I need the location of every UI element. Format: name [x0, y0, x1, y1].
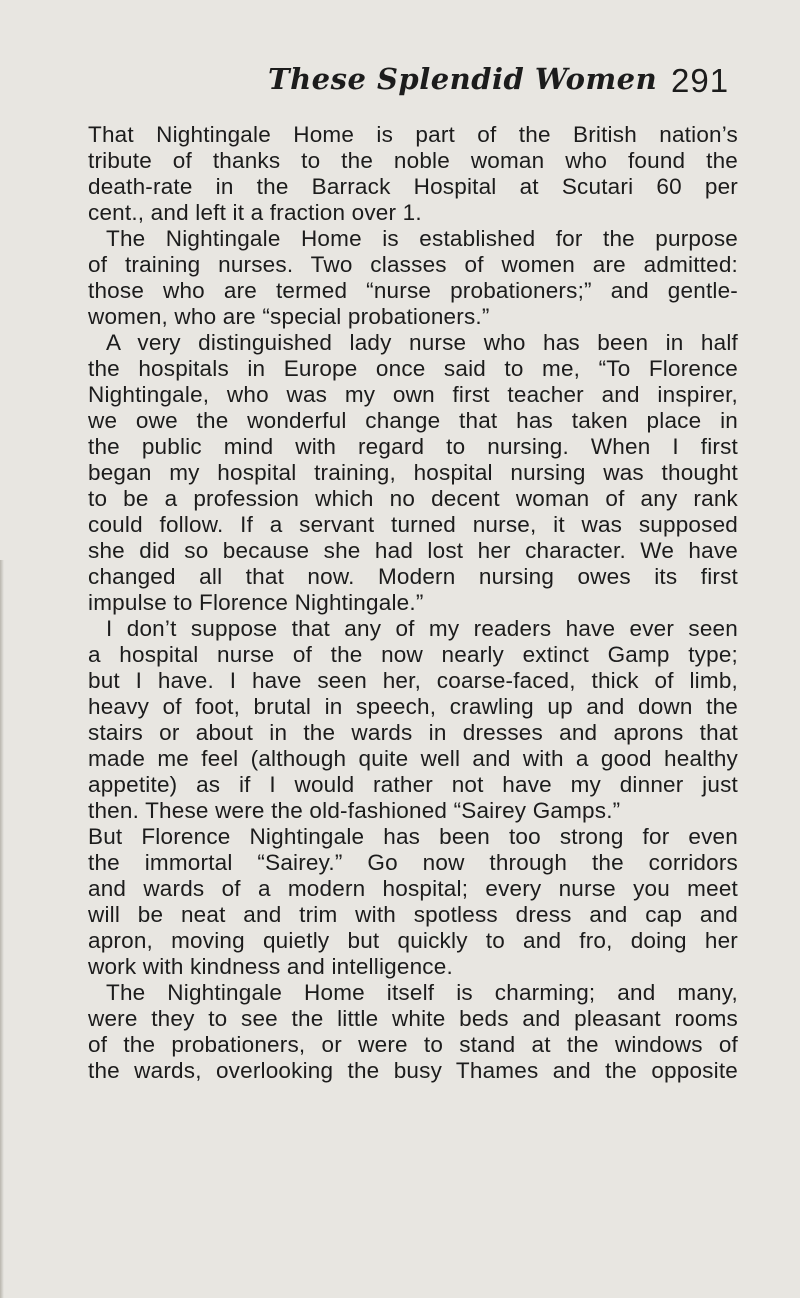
- text-line: apron, moving quietly but quickly to and fro, doing her: [88, 928, 738, 953]
- page-header: [0, 62, 800, 112]
- text-line: and wards of a modern hospital; every nurse you meet: [88, 876, 738, 901]
- text-line: impulse to Florence Nightingale.”: [88, 590, 424, 615]
- text-line: made me feel (although quite well and with a good healthy: [88, 746, 738, 771]
- text-line: she did so because she had lost her character. We have: [88, 538, 738, 563]
- text-line: heavy of foot, brutal in speech, crawling up and down the: [88, 694, 738, 719]
- running-head: These Splendid Women: [268, 62, 658, 96]
- text-line: but I have. I have seen her, coarse-faced, thick of limb,: [88, 668, 738, 693]
- text-line: That Nightingale Home is part of the British nation’s: [88, 122, 738, 147]
- text-line: we owe the wonderful change that has taken place in: [88, 408, 738, 433]
- text-line: death-rate in the Barrack Hospital at Scutari 60 per: [88, 174, 738, 199]
- text-line: Nightingale, who was my own first teacher and inspirer,: [88, 382, 738, 407]
- text-line: I don’t suppose that any of my readers have ever seen: [106, 616, 738, 641]
- text-line: work with kindness and intelligence.: [88, 954, 453, 979]
- text-line: But Florence Nightingale has been too strong for even: [88, 824, 738, 849]
- text-line: stairs or about in the wards in dresses and aprons that: [88, 720, 738, 745]
- text-line: began my hospital training, hospital nursing was thought: [88, 460, 738, 485]
- text-line: A very distinguished lady nurse who has been in half: [106, 330, 738, 355]
- page-number: 291: [671, 62, 730, 99]
- text-line: those who are termed “nurse probationers;” and gentle-: [88, 278, 738, 303]
- text-line: changed all that now. Modern nursing owes its first: [88, 564, 738, 589]
- text-line: the public mind with regard to nursing. When I first: [88, 434, 738, 459]
- text-line: a hospital nurse of the now nearly extinct Gamp type;: [88, 642, 738, 667]
- text-line: tribute of thanks to the noble woman who found the: [88, 148, 738, 173]
- text-line: the hospitals in Europe once said to me, “To Florence: [88, 356, 738, 381]
- text-line: the wards, overlooking the busy Thames and the opposite: [88, 1058, 738, 1083]
- text-line: then. These were the old-fashioned “Sairey Gamps.”: [88, 798, 621, 823]
- text-line: will be neat and trim with spotless dress and cap and: [88, 902, 738, 927]
- text-line: The Nightingale Home is established for the purpose: [106, 226, 738, 251]
- text-line: of training nurses. Two classes of women are admitted:: [88, 252, 738, 277]
- text-line: appetite) as if I would rather not have my dinner just: [88, 772, 738, 797]
- text-line: of the probationers, or were to stand at the windows of: [88, 1032, 738, 1057]
- text-line: could follow. If a servant turned nurse, it was supposed: [88, 512, 738, 537]
- text-line: The Nightingale Home itself is charming; and many,: [106, 980, 738, 1005]
- text-line: were they to see the little white beds and pleasant rooms: [88, 1006, 738, 1031]
- text-line: to be a profession which no decent woman of any rank: [88, 486, 738, 511]
- text-line: cent., and left it a fraction over 1.: [88, 200, 422, 225]
- text-line: the immortal “Sairey.” Go now through the corridors: [88, 850, 738, 875]
- body-text: [88, 122, 738, 1084]
- page-edge-shadow: [0, 560, 4, 1298]
- text-line: women, who are “special probationers.”: [88, 304, 490, 329]
